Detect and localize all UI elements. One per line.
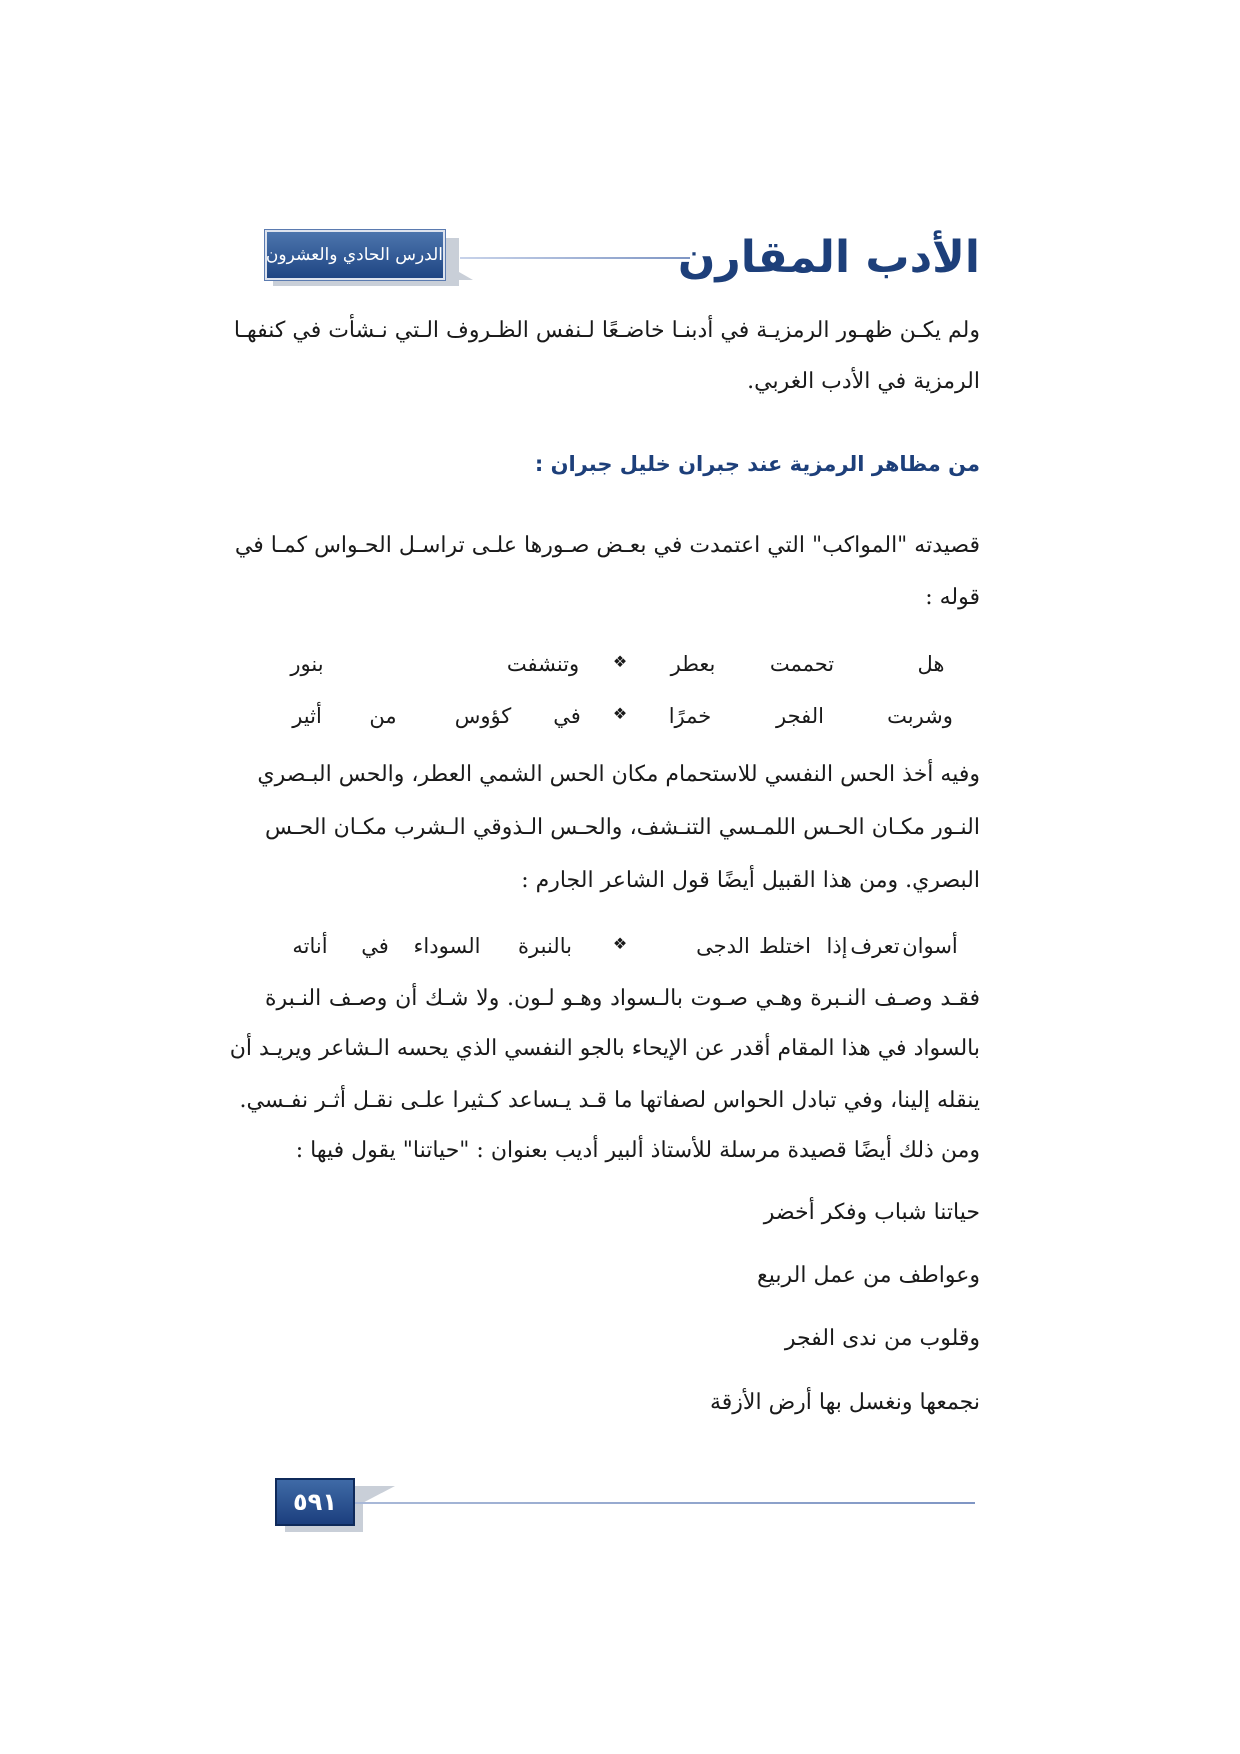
poem-line: نجمعها ونغسل بها أرض الأزقة xyxy=(709,1390,980,1415)
paragraph-line: الرمزية في الأدب الغربي. xyxy=(747,369,980,394)
verse-word: وتنشفت xyxy=(506,652,580,676)
verse-separator: ❖ xyxy=(612,652,628,671)
paragraph-line: بالسواد في هذا المقام أقدر عن الإيحاء بالجو النفسي الذي يحسه الـشاعر ويريـد أن xyxy=(229,1036,980,1061)
poem-line: وعواطف من عمل الربيع xyxy=(757,1263,980,1288)
verse-word: أثير xyxy=(292,704,322,728)
page-title: الأدب المقارن xyxy=(677,232,980,283)
verse-word: تعرف xyxy=(850,934,900,958)
verse-word: بالنبرة xyxy=(518,934,572,958)
badge-shadow-triangle xyxy=(445,264,473,280)
verse-line xyxy=(265,704,980,736)
verse-separator: ❖ xyxy=(612,934,628,953)
page-number-shadow-triangle xyxy=(353,1486,395,1508)
verse-word: في xyxy=(361,934,389,958)
paragraph-line: ومن ذلك أيضًا قصيدة مرسلة للأستاذ ألبير أديب بعنوان : "حياتنا" يقول فيها : xyxy=(295,1138,980,1163)
verse-line xyxy=(265,934,980,966)
verse-line xyxy=(265,652,980,684)
verse-word: أسوان xyxy=(902,934,958,958)
poem-line: حياتنا شباب وفكر أخضر xyxy=(763,1200,980,1225)
paragraph-line: قصيدته "المواكب" التي اعتمدت في بعـض صـورها علـى تراسـل الحـواس كمـا في xyxy=(234,533,980,558)
verse-word: من xyxy=(369,704,397,728)
verse-word: بنور xyxy=(290,652,324,676)
paragraph-line: وفيه أخذ الحس النفسي للاستحمام مكان الحس الشمي العطر، والحس البـصري xyxy=(257,762,980,787)
verse-word: الفجر xyxy=(776,704,824,728)
page-number: ٥٩١ xyxy=(275,1478,355,1526)
page-footer xyxy=(275,1478,975,1538)
poem-line: وقلوب من ندى الفجر xyxy=(784,1326,980,1351)
lesson-badge: الدرس الحادي والعشرون xyxy=(265,230,445,280)
footer-rule xyxy=(355,1502,975,1504)
verse-word: تحممت xyxy=(769,652,835,676)
header-rule xyxy=(460,257,690,259)
verse-word: هل xyxy=(917,652,945,676)
verse-word: بعطر xyxy=(670,652,716,676)
verse-word: إذا xyxy=(826,934,848,958)
paragraph-line: البصري. ومن هذا القبيل أيضًا قول الشاعر الجارم : xyxy=(521,868,980,893)
verse-separator: ❖ xyxy=(612,704,628,723)
paragraph-line: ولم يكـن ظهـور الرمزيـة في أدبنـا خاضـعًا لـنفس الظـروف الـتي نـشأت في كنفهـا xyxy=(233,318,980,343)
verse-word: خمرًا xyxy=(668,704,712,728)
verse-word: اختلط xyxy=(758,934,812,958)
verse-word: وشربت xyxy=(887,704,953,728)
verse-word: السوداء xyxy=(413,934,481,958)
page-header xyxy=(265,228,980,290)
paragraph-line: النـور مكـان الحـس اللمـسي التنـشف، والحـس الـذوقي الـشرب مكـان الحـس xyxy=(265,815,980,840)
section-heading: من مظاهر الرمزية عند جبران خليل جبران : xyxy=(534,452,980,476)
paragraph-line: ينقله إلينا، وفي تبادل الحواس لصفاتها ما قـد يـساعد كـثيرا علـى نقـل أثـر نفـسي. xyxy=(239,1088,980,1113)
verse-word: الدجى xyxy=(696,934,750,958)
verse-word: أناته xyxy=(292,934,328,958)
verse-word: كؤوس xyxy=(454,704,512,728)
paragraph-line: فقـد وصـف النـبرة وهـي صـوت بالـسواد وهـو لـون. ولا شـك أن وصـف النـبرة xyxy=(265,986,980,1011)
paragraph-line: قوله : xyxy=(925,585,980,610)
verse-word: في xyxy=(553,704,581,728)
